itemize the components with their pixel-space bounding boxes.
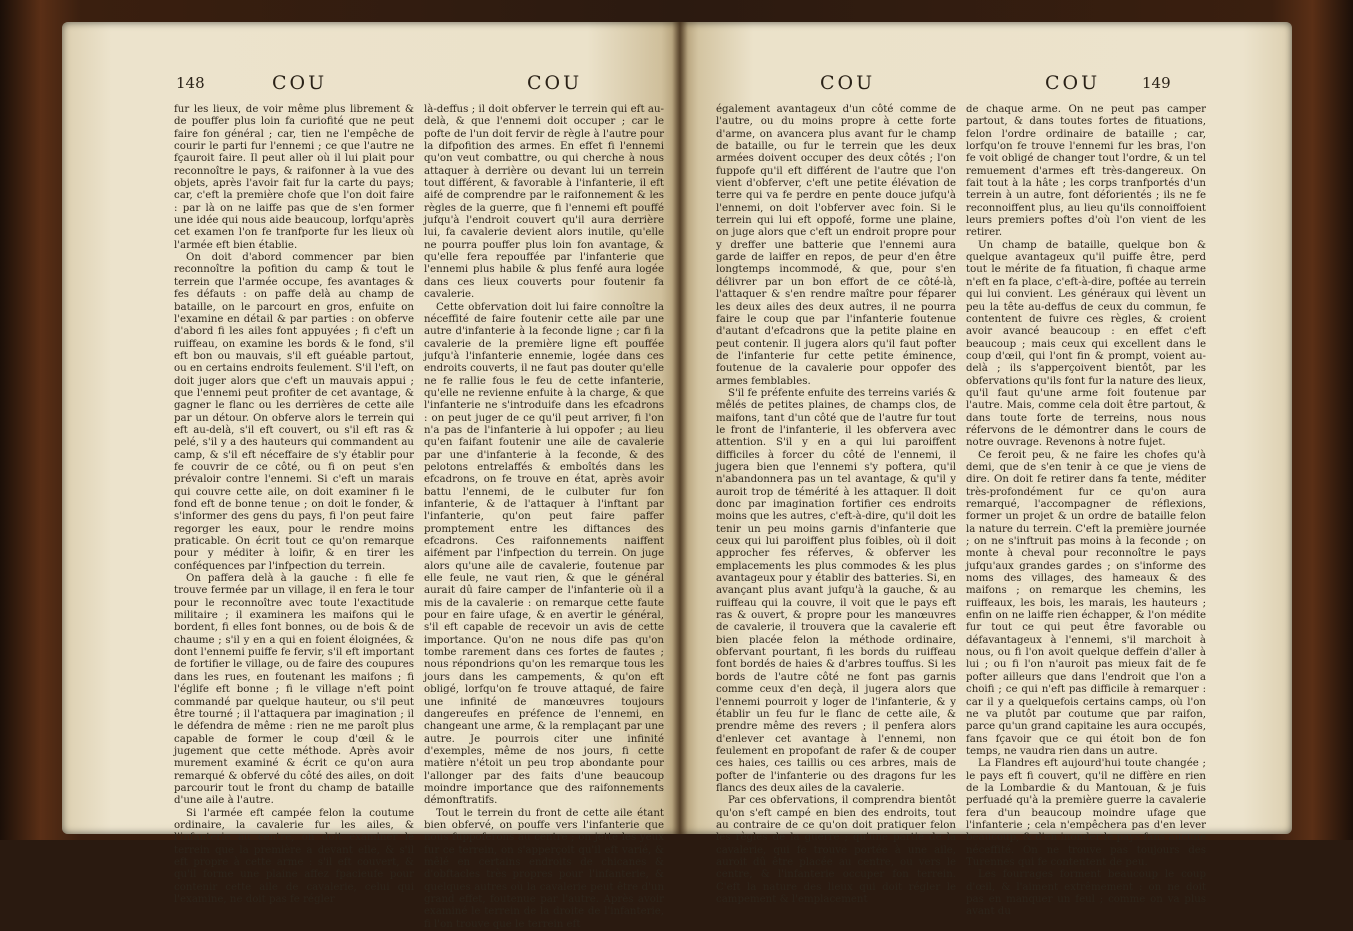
paragraph: fur les lieux, de voir même plus librement & de pouffer plus loin fa curiofité que ne peut faire fon général ; car, tien ne l'empêche de courir le parti fur l'ennemi ; ce que l'autre ne fçauroit faire. Il peut aller où il lui plait pour reconnoître le pays, & raifonner à la vue des objets, après l'avoir fait fur la carte du pays; car, c'eft la première chofe que l'on doit faire : par là on ne laiffe pas que de s'en former une idée qui nous aide beaucoup, lorfqu'après cet examen l'on fe tranfporte fur les lieux où l'armée eft bien établie. <box>174 104 414 251</box>
running-header-right: COU <box>527 72 583 94</box>
paragraph: Par ces obfervations, il comprendra bientôt qu'on s'eft campé en bien des endroits, tout au contraire de ce qu'on doit pratiquer felon les règles de la guerre ; qu'une partie de la cavalerie, qui fe trouve portée à une aile, auroit dû être placée au centre, ou vers le centre, & l'infanterie occuper fon terrein. C'eft la nature des lieux qui doit régler le campement & l'emplacement <box>716 795 956 905</box>
paragraph: On paffera delà à la gauche : fi elle fe trouve fermée par un village, il en fera le tour pour le reconnoître avec toute l'exactitude militaire ; il examinera les maifons qui le bordent, fi elles font bonnes, ou de bois & de chaume ; s'il y en a qui en foient éloignées, & dont l'ennemi puiffe fe fervir, s'il eft important de fortifier le village, ou de faire des coupures dans les rues, en foutenant les maifons ; fi l'églife eft bonne ; fi le village n'eft point commandé par quelque hauteur, ou s'il peut être tourné ; il l'attaquera par imagination ; il le défendra de même : rien ne me paroît plus capable de former le coup d'œil & le jugement que cette méthode. Après avoir murement examiné & écrit ce qu'on aura remarqué & obfervé du côté des ailes, on doit parcourir tout le front du champ de bataille d'une aile à l'autre. <box>174 573 414 807</box>
paragraph: On doit d'abord commencer par bien reconnoître la pofition du camp & tout le terrein que l'armée occupe, fes avantages & fes défauts : on paffe delà au champ de bataille, on le parcourt en gros, enfuite on l'examine en détail & par parties : on obferve d'abord fi les ailes font appuyées ; fi c'eft un ruiffeau, on examine les bords & le fond, s'il eft bon ou mauvais, s'il eft guéable partout, ou en certains endroits feulement. S'il l'eft, on doit juger alors que c'eft un mauvais appui ; que l'ennemi peut profiter de cet avantage, & gagner le flanc ou les derrières de cette aile par un détour. On obferve alors le terrein qui eft au-delà, s'il eft couvert, ou s'il eft ras & pelé, s'il y a des hauteurs qui commandent au camp, & s'il eft néceffaire de s'y établir pour fe couvrir de ce côté, ou fi on peut s'en prévaloir contre l'ennemi. Si c'eft un marais qui couvre cette aile, on doit examiner fi le fond eft de bonne tenue ; on doit le fonder, & s'informer des gens du pays, fi l'on peut faire regorger les eaux, pour le rendre moins praticable. On écrit tout ce qu'on remarque pour y méditer à loifir, & en tirer les conféquences par l'infpection du terrein. <box>174 252 414 572</box>
running-header-left: COU <box>820 72 876 94</box>
page-number: 148 <box>176 74 205 92</box>
text-column-1 <box>716 104 956 905</box>
paragraph: Ce feroit peu, & ne faire les chofes qu'à demi, que de s'en tenir à ce que je viens de dire. On doit fe retirer dans fa tente, méditer très-profondément fur ce qu'on aura remarqué, l'accompagner de réflexions, former un projet & un ordre de bataille felon la nature du terrein. C'eft la première journée ; on ne s'inftruit pas moins à la feconde ; on monte à cheval pour reconnoître le pays jufqu'aux grandes gardes ; on s'informe des noms des villages, des hameaux & des maifons ; on remarque les chemins, les ruiffeaux, les bois, les marais, les hauteurs ; enfin on ne laiffe rien échapper, & l'on médite fur tout ce qui peut être favorable ou défavantageux à l'ennemi, s'il marchoit à nous, ou fi l'on avoit quelque deffein d'aller à lui ; ou fi l'on n'auroit pas mieux fait de fe pofter ailleurs que dans l'endroit que l'on a choifi ; ce qui n'eft pas difficile à remarquer : car il y a quelquefois certains camps, où l'on ne va plutôt par coutume que par raifon, parce qu'un grand capitaine les aura occupés, fans fçavoir que ce qui étoit bon de fon temps, ne vaudra rien dans un autre. <box>966 449 1206 757</box>
running-header-left: COU <box>272 72 328 94</box>
page-number: 149 <box>1142 74 1171 92</box>
paragraph: Cette obfervation doit lui faire connoître la néceffité de faire foutenir cette aile par une autre d'infanterie à la feconde ligne ; car fi la cavalerie de la première ligne eft pouffée jufqu'à l'infanterie ennemie, logée dans ces endroits couverts, il ne faut pas douter qu'elle ne fe rallie fous le feu de cette infanterie, qu'elle ne revienne enfuite à la charge, & que l'infanterie ne s'introduife dans les efcadrons : on peut juger de ce qu'il peut arriver, fi l'on n'a pas de l'infanterie à lui oppofer ; au lieu qu'en faifant foutenir une aile de cavalerie par une d'infanterie à la feconde, & des pelotons entrelaffés & emboîtés dans les efcadrons, on fe trouve en état, après avoir battu l'ennemi, de le culbuter fur fon infanterie, & de l'attaquer à l'inftant par l'infanterie, qu'on peut faire paffer promptement entre les diftances des efcadrons. Ces raifonnements naiffent aifément par l'infpection du terrein. On juge alors qu'une aile de cavalerie, foutenue par elle feule, ne vaut rien, & que le général aurait dû faire camper de l'infanterie où il a mis de la cavalerie : on remarque cette faute pour en faire ufage, & en avertir le général, s'il eft capable de recevoir un avis de cette importance. Qu'on ne nous dife pas qu'on tombe rarement dans ces fortes de fautes ; nous répondrions qu'on les remarque tous les jours dans les campements, & qu'on eft obligé, lorfqu'on fe trouve attaqué, de faire une infinité de manœuvres toujours dangereufes en préfence de l'ennemi, en changeant une arme, & la remplaçant par une autre. Je pourrois citer une infinité d'exemples, même de nos jours, fi cette matière n'étoit un peu trop abondante pour l'allonger par des faits d'une beaucoup moindre importance que des raifonnements démonftratifs. <box>424 301 664 807</box>
paragraph: également avantageux d'un côté comme de l'autre, ou du moins propre à cette forte d'arme, on avancera plus avant fur le champ de bataille, ou fur le terrein que les deux armées doivent occuper des deux côtés ; l'on fuppofe qu'il eft différent de l'autre que l'on vient d'obferver, c'eft une petite élévation de terre qui va fe perdre en pente douce jufqu'à l'ennemi, on doit l'obferver avec foin. Si le terrein qui lui eft oppofé, forme une plaine, on juge alors que c'eft un endroit propre pour y dreffer une batterie que l'ennemi aura garde de laiffer en repos, de peur d'en être longtemps incommodé, & que, pour s'en délivrer par un bon effort de ce côté-là, l'attaquer & s'en rendre maître pour féparer les deux ailes des deux autres, il ne pourra faire le coup que par l'infanterie foutenue d'autant d'efcadrons que la petite plaine en peut contenir. Il jugera alors qu'il faut pofter de l'infanterie fur cette petite éminence, foutenue de la cavalerie pour oppofer des armes femblables. <box>716 104 956 387</box>
paragraph: Si l'armée eft campée felon la coutume ordinaire, la cavalerie fur les ailes, & l'infanterie au centre, on doit examiner le terrein que la première a devant elle, & s'il eft propre à cette arme : s'il eft couvert, & qu'il forme une plaine affez fpacieufe pour contenir cette aile de cavalerie, celui qui l'examine, ne doit pas fe régler <box>174 807 414 905</box>
paragraph: Tout le terrein du front de cette aile étant bien obfervé, on pouffe vers l'infanterie que nous fuppoferons au centre ; on jette les yeux fur ce terrein, on s'apperçoit qu'il eft varié, & mêlé en certains endroits de chicanes & d'obftacles très propres pour l'infanterie, & quelques autres où la cavalerie peut être d'un grand effet, foutenue par l'autre. Après avoir examiné le terrein de la droite de l'infanterie, fi l'on trouve que le terrein eft <box>424 807 664 930</box>
paragraph: Les fourrages forment beaucoup le coup d'œil, & l'aiment extrêmement : on ne doit pas en manquer un feul ; comme on va plus avant du <box>966 869 1206 918</box>
paragraph: La Flandres eft aujourd'hui toute changée ; le pays eft fi couvert, qu'il ne diffère en rien de la Lombardie & du Mantouan, & je fuis perfuadé qu'à la première guerre la cavalerie fera d'un beaucoup moindre ufage que l'infanterie ; cela n'empêchera pas d'en lever beaucoup, & d'en inonder le pays fans aucune néceffité. On ne trouve pas toujours des Turennes qui fe contentent de peu. <box>966 758 1206 868</box>
text-column-2 <box>424 104 664 930</box>
paragraph: S'il fe préfente enfuite des terreins variés & mêlés de petites plaines, de champs clos, de maifons, tant d'un côté que de l'autre fur tout le front de l'infanterie, il les obfervera avec attention. S'il y en a qui lui paroiffent difficiles à forcer du côté de l'ennemi, il jugera bien que l'ennemi s'y poftera, qu'il n'abandonnera pas un tel avantage, & qu'il y auroit trop de témérité à les attaquer. Il doit donc par imagination fortifier ces endroits moins que les autres, c'eft-à-dire, qu'il doit les tenir un peu moins garnis d'infanterie que ceux qui lui paroiffent plus foibles, où il doit approcher fes réferves, & obferver les emplacements les plus commodes & les plus avantageux pour y établir des batteries. Si, en avançant plus avant jufqu'à la gauche, & au ruiffeau qui la couvre, il voit que le pays eft ras & ouvert, & propre pour les manœuvres de cavalerie, il trouvera que la cavalerie eft bien placée felon la méthode ordinaire, obfervant pourtant, fi les bords du ruiffeau font bordés de haies & d'arbres touffus. Si les bords de l'autre côté ne font pas garnis comme ceux d'en deçà, il jugera alors que l'ennemi pourroit y loger de l'infanterie, & y établir un feu fur le flanc de cette aile, & prendre même des revers ; il penfera alors d'enlever cet avantage à l'ennemi, non feulement en propofant de rafer & de couper ces haies, ces taillis ou ces arbres, mais de pofter de l'infanterie ou des dragons fur les flancs des deux ailes de la cavalerie. <box>716 387 956 794</box>
running-header-right: COU <box>1045 72 1101 94</box>
book-gutter <box>672 22 688 834</box>
right-page <box>680 22 1292 918</box>
text-column-2 <box>966 104 1206 918</box>
paragraph: là-deffus ; il doit obferver le terrein qui eft au-delà, & que l'ennemi doit occuper ; car le pofte de l'un doit fervir de règle à l'autre pour la difpofition des armes. En effet fi l'ennemi qu'on veut combattre, ou qui cherche à nous attaquer à derrière ou devant lui un terrein tout différent, & favorable à l'infanterie, il eft aifé de comprendre par le raifonnement & les règles de la guerre, que fi l'ennemi eft pouffé jufqu'à l'endroit couvert qu'il aura derrière lui, fa cavalerie devient alors inutile, qu'elle ne pourra pouffer plus loin fon avantage, & qu'elle fera repouffée par l'infanterie que l'ennemi plus habile & plus fenfé aura logée dans ces lieux couverts pour foutenir fa cavalerie. <box>424 104 664 301</box>
left-page <box>62 22 680 930</box>
paragraph: de chaque arme. On ne peut pas camper partout, & dans toutes fortes de fituations, felon l'ordre ordinaire de bataille ; car, lorfqu'on fe trouve l'ennemi fur les bras, l'on fe voit obligé de changer tout l'ordre, & un tel remuement d'armes eft très-dangereux. On fait tout à la hâte ; les corps tranfportés d'un terrein à un autre, font déforientés ; ils ne fe reconnoiffent plus, au lieu qu'ils connoiffoient leurs premiers poftes d'où l'on vient de les retirer. <box>966 104 1206 239</box>
paragraph: Un champ de bataille, quelque bon & quelque avantageux qu'il puiffe être, perd tout le mérite de fa fituation, fi chaque arme n'eft en fa place, c'eft-à-dire, poftée au terrein qui lui convient. Les généraux qui lèvent un peu la tête au-deffus de ceux du commun, fe contentent de fuivre ces règles, & croient avoir avancé beaucoup : en effet c'eft beaucoup ; mais ceux qui excellent dans le coup d'œil, qui l'ont fin & prompt, voient au-delà ; ils s'apperçoivent bientôt, par les obfervations qu'ils font fur la nature des lieux, qu'il faut qu'une arme foit foutenue par l'autre. Mais, comme cela doit être partout, & dans toute forte de terreins, nous nous réfervons de le démontrer dans le cours de notre ouvrage. Revenons à notre fujet. <box>966 239 1206 449</box>
text-column-1 <box>174 104 414 905</box>
